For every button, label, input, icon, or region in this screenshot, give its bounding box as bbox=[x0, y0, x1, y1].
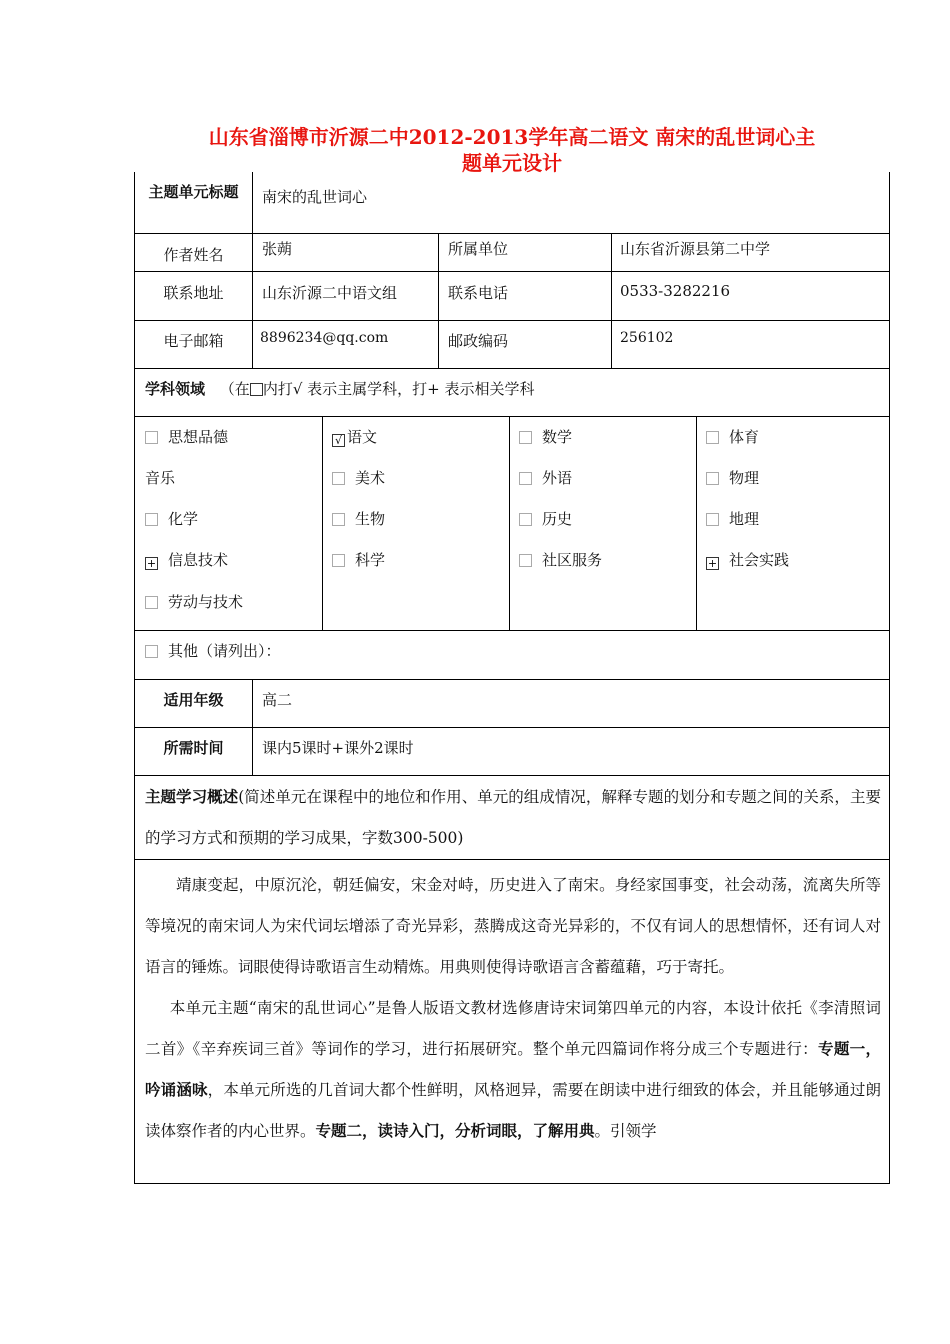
subject-math[interactable]: 数学 bbox=[519, 426, 572, 447]
phone-label: 联系电话 bbox=[438, 272, 611, 320]
subject-physics[interactable]: 物理 bbox=[706, 467, 759, 488]
grade-row bbox=[135, 680, 889, 728]
check-checkbox-icon[interactable]: √ bbox=[332, 434, 345, 447]
time-value: 课内5课时+课外2课时 bbox=[252, 728, 889, 775]
checkbox-icon[interactable] bbox=[145, 513, 158, 526]
subject-science[interactable]: 科学 bbox=[332, 549, 385, 570]
subjects-col-1 bbox=[135, 417, 322, 630]
checkbox-icon[interactable] bbox=[519, 513, 532, 526]
subject-header bbox=[135, 369, 889, 416]
subject-pe[interactable]: 体育 bbox=[706, 426, 759, 447]
title-line-2: 题单元设计 bbox=[462, 151, 562, 175]
author-label: 作者姓名 bbox=[163, 246, 224, 264]
checkbox-icon[interactable] bbox=[332, 554, 345, 567]
topic-two: 专题二，读诗入门，分析词眼，了解用典 bbox=[315, 1122, 595, 1140]
checkbox-icon[interactable] bbox=[332, 513, 345, 526]
subject-biology[interactable]: 生物 bbox=[332, 508, 385, 529]
checkbox-icon[interactable] bbox=[519, 472, 532, 485]
grade-label: 适用年级 bbox=[163, 691, 224, 709]
subject-foreign-language[interactable]: 外语 bbox=[519, 467, 572, 488]
subject-art[interactable]: 美术 bbox=[332, 467, 385, 488]
checkbox-icon[interactable] bbox=[145, 596, 158, 609]
email-row bbox=[135, 321, 889, 369]
subject-chinese[interactable]: √ 语文 bbox=[332, 426, 377, 447]
checkbox-icon[interactable] bbox=[145, 431, 158, 444]
subject-geography[interactable]: 地理 bbox=[706, 508, 759, 529]
unit-design-table bbox=[134, 172, 890, 1184]
subject-header-note-a: （在 bbox=[219, 380, 250, 398]
subject-header-title: 学科领域 bbox=[145, 380, 206, 398]
checkbox-icon[interactable] bbox=[706, 431, 719, 444]
checkbox-icon[interactable] bbox=[519, 431, 532, 444]
checkbox-icon[interactable] bbox=[332, 472, 345, 485]
email-label: 电子邮箱 bbox=[163, 332, 224, 350]
theme-value: 南宋的乱世词心 bbox=[262, 188, 368, 206]
overview-note: (简述单元在课程中的地位和作用、单元的组成情况，解释专题的划分和专题之间的关系，主要的学习方式和预期的学习成果，字数300-500) bbox=[145, 788, 881, 847]
time-row bbox=[135, 728, 889, 776]
address-value: 山东沂源二中语文组 bbox=[252, 272, 438, 320]
plus-checkbox-icon[interactable]: + bbox=[707, 557, 718, 570]
other-label: 其他（请列出）： bbox=[168, 642, 281, 660]
plus-checkbox-icon[interactable]: + bbox=[146, 557, 157, 570]
theme-row bbox=[135, 172, 889, 234]
overview-title: 主题学习概述 bbox=[145, 788, 239, 806]
address-row bbox=[135, 272, 889, 321]
subject-it[interactable]: + 信息技术 bbox=[146, 551, 229, 570]
checkbox-icon[interactable] bbox=[145, 645, 158, 658]
subject-social-practice[interactable]: + 社会实践 bbox=[707, 551, 790, 570]
grade-value: 高二 bbox=[252, 680, 889, 727]
theme-label: 主题单元标题 bbox=[148, 183, 239, 201]
overview-cell bbox=[135, 776, 889, 859]
other-row bbox=[135, 631, 889, 680]
author-value: 张蒴 bbox=[252, 234, 438, 271]
topic-one: 专题一，吟诵涵咏 bbox=[145, 1040, 881, 1099]
email-value: 8896234@qq.com bbox=[252, 321, 438, 368]
overview-row bbox=[135, 776, 889, 860]
subject-history[interactable]: 历史 bbox=[519, 508, 572, 529]
title-line-1: 山东省淄博市沂源二中2012-2013学年高二语文 南宋的乱世词心主 bbox=[208, 125, 816, 149]
document-title bbox=[134, 124, 890, 176]
body-paragraph-1: 靖康变起，中原沉沦，朝廷偏安，宋金对峙，历史进入了南宋。身经家国事变，社会动荡，流离失所等等境况的南宋词人为宋代词坛增添了奇光异彩，蒸腾成这奇光异彩的，不仅有词人的思想情怀，还有词人对语言的锤炼。词眼使得诗歌语言生动精炼。用典则使得诗歌语言含蓄蕴藉，巧于寄托。 bbox=[145, 876, 881, 976]
phone-value: 0533-3282216 bbox=[611, 272, 889, 320]
address-label: 联系地址 bbox=[163, 284, 224, 302]
theme-value-cell bbox=[252, 172, 889, 233]
subject-chemistry[interactable]: 化学 bbox=[145, 508, 198, 529]
subjects-col-2 bbox=[322, 417, 509, 630]
checkbox-icon[interactable] bbox=[519, 554, 532, 567]
unit-value: 山东省沂源县第二中学 bbox=[611, 234, 889, 271]
checkbox-legend-icon bbox=[250, 383, 263, 396]
body-paragraph-2: 本单元主题“南宋的乱世词心”是鲁人版语文教材选修唐诗宋词第四单元的内容，本设计依托《李清照词二首》《辛弃疾词三首》等词作的学习，进行拓展研究。整个单元四篇词作将分成三个专题进行：专题一，吟诵涵咏，本单元所选的几首词大都个性鲜明，风格迥异，需要在朗读中进行细致的体会，并且能够通过朗读体察作者的内心世界。专题二，读诗入门，分析词眼，了解用典。引领学 bbox=[145, 999, 881, 1140]
subject-header-row bbox=[135, 369, 889, 417]
body-row bbox=[135, 860, 889, 1184]
time-label: 所需时间 bbox=[163, 739, 224, 757]
author-row bbox=[135, 234, 889, 272]
body-cell bbox=[135, 860, 889, 1183]
subjects-row bbox=[135, 417, 889, 631]
subject-labor[interactable]: 劳动与技术 bbox=[145, 591, 243, 612]
zip-value: 256102 bbox=[611, 321, 889, 368]
subject-moral[interactable]: 思想品德 bbox=[145, 426, 228, 447]
subject-music: 音乐 bbox=[145, 469, 176, 487]
checkbox-icon[interactable] bbox=[706, 513, 719, 526]
other-cell[interactable] bbox=[135, 631, 889, 679]
unit-label: 所属单位 bbox=[438, 234, 611, 271]
subjects-col-3 bbox=[509, 417, 696, 630]
subjects-col-4 bbox=[696, 417, 889, 630]
subject-header-note-b: 内打√ 表示主属学科，打+ 表示相关学科 bbox=[262, 380, 535, 398]
zip-label: 邮政编码 bbox=[438, 321, 611, 368]
subject-community-service[interactable]: 社区服务 bbox=[519, 549, 602, 570]
checkbox-icon[interactable] bbox=[706, 472, 719, 485]
